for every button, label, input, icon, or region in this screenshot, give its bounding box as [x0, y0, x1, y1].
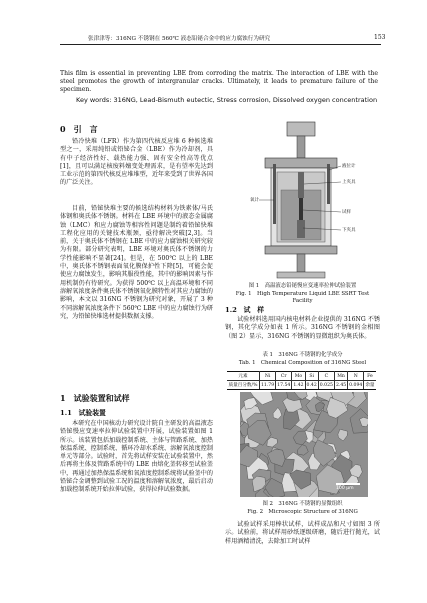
- table-header-cell: N: [348, 372, 364, 381]
- figure-1-caption-en: Fig. 1 High Temperature Liquid LBE SSRT Test Facility: [235, 291, 370, 304]
- table-header-cell: 元素: [227, 372, 260, 381]
- label-oxygen-meter: 氧计: [250, 198, 259, 203]
- figure-2-caption-en: Fig. 2 Microscopic Structure of 316NG: [247, 509, 358, 515]
- table-cell: 17.54: [277, 382, 291, 388]
- table-header-cell: Mo: [292, 372, 305, 381]
- section-1-2-continued-text: 试验试样采用棒状试样，试样成品和尺寸如图 3 所示。试验前，将试样用砂纸逐级研磨，随后进行抛光，试样用酒精清洗，去除加工时试样: [225, 521, 380, 545]
- chemical-composition-table: [227, 371, 376, 390]
- table-header-cell: Mn: [334, 372, 347, 381]
- table-row: [227, 381, 376, 390]
- table-header-cell: Ni: [260, 372, 276, 381]
- table-1-caption-en: Tab. 1 Chemical Composition of 316NG Steel: [238, 360, 367, 366]
- table-header-cell: C: [318, 372, 334, 381]
- micrograph-grains: [240, 392, 368, 497]
- table-cell: 2.45: [335, 382, 347, 388]
- intro-paragraph-2: 目前，铅铋快堆主要的候选结构材料为铁素体/马氏体钢和奥氏体不锈钢。材料在 LBE 环境中的液态金属腐蚀（LMC）和应力腐蚀等相容性问题是制约着铅铋快堆工程化应用的关键技术瓶颈，亟待解决突破[2,3]。当前，关于奥氏体不锈钢在 LBE 中的应力腐蚀相关研究较为有限。部分研究表明，LBE 环境对奥氏体不锈钢的力学性能影响不显著[24]。但是，在 500℃ 以上的 LBE 中，奥氏体不锈钢表面氧化膜保护性下降[5]，可能会促使应力腐蚀发生，影响其服役性能，其中的影响因素与作用机制仍有待研究。为获得 500℃ 以上高温环境和不同溶解氧浓度条件奥氏体不锈钢氧化膜特性对其应力腐蚀的影响，本文以 316NG 不锈钢为研究对象，开展了 3 种不同溶解氧浓度条件下 560℃ LBE 中的应力腐蚀行为研究，为铅铋快堆选材提供数据支撑。: [60, 205, 214, 320]
- table-header-row: [227, 372, 376, 381]
- table-cell: 11.79: [261, 382, 275, 388]
- running-title: 张津津等：316NG 不锈钢在 560℃ 液态铅铋合金中的应力腐蚀行为研究: [88, 36, 271, 42]
- table-header-cell: Si: [305, 372, 318, 381]
- figure-2-caption-cn: 图 2 316NG 不锈钢的显微组织: [262, 501, 343, 507]
- table-cell: 1.42: [293, 382, 304, 388]
- page-number: 153: [374, 34, 386, 41]
- label-level-gauge: 液位计: [342, 164, 356, 169]
- keywords-line: [76, 96, 376, 104]
- section-1-heading: 1 试验装置和试样: [60, 393, 130, 403]
- table-cell: 0.025: [319, 382, 333, 388]
- table-header-cell: Cr: [276, 372, 292, 381]
- table-1-caption-cn: 表 1 316NG 不锈钢的化学成分: [262, 352, 343, 358]
- scale-bar: [336, 483, 360, 485]
- table-cell: 0.094: [349, 382, 363, 388]
- label-upper-clamp: 上夹具: [342, 180, 356, 185]
- keywords-label: Key words:: [76, 96, 112, 104]
- abstract-tail: This film is essential in preventing LBE from corroding the matrix. The interaction of LBE with the steel promotes the growth of intergranular cracks. Ultimately, it leads to premature failure of the specimen.: [60, 70, 378, 94]
- label-lower-clamp: 下夹具: [342, 228, 356, 233]
- figure-2-micrograph: [240, 392, 368, 497]
- table-cell: 余量: [364, 381, 376, 390]
- table-header-cell: Fe: [364, 372, 376, 381]
- table-row-label: 质量百分数/%: [227, 381, 260, 390]
- header-rule: [60, 44, 381, 45]
- section-1-2-heading: 1.2 试 样: [225, 306, 265, 314]
- keywords-text: 316NG, Lead-Bismuth eutectic, Stress corrosion, Dissolved oxygen concentration: [113, 96, 378, 104]
- section-1-2-text: 试验材料选用国内核电材料企业提供的 316NG 不锈钢，其化学成分如表 1 所示。316NG 不锈钢的金相图（图 2）显示，316NG 不锈钢的显微组织为奥氏体。: [225, 316, 380, 340]
- section-0-heading: 0 引 言: [60, 124, 98, 134]
- figure-1-caption-cn: 图 1 高温液态铅铋慢应变速率拉伸试验装置: [248, 283, 357, 289]
- label-specimen: 试样: [342, 210, 351, 215]
- intro-paragraph-1: 铅冷快堆（LFR）作为第四代核反应堆 6 种候选堆型之一，采用纯铅或铅铋合金（LBE）作为冷却剂，具有中子经济性好、载热能力强、固有安全性高等优点[1]，且可以满足核废料嬗变处理需求，是有望率先达到工业示范的第四代核反应堆堆型，近年来受到了世界各国的广泛关注。: [60, 138, 213, 187]
- section-1-1-heading: 1.1 试验装置: [60, 409, 106, 417]
- table-cell: 0.42: [306, 382, 317, 388]
- scale-bar-label: 100 μm: [336, 486, 354, 491]
- section-1-1-text: 本研究在中国核动力研究设计院自主研发的高温液态铅铋慢应变速率拉伸试验装置中开展，试验装置如图 1 所示。该装置包括加载控制系统、主体与管路系统、加热保温系统、控制系统、循环冷却水系统、溶解氧浓度控制单元等部分。试验时，首先将试样安装在试验装置中，然后再将主体及管路系统中的 LBE 由熔化釜转移至试验釜中，再通过加热保温系统和氧浓度控制系统将试验釜中的铅铋合金调整到试验工况的温度和溶解氧浓度，最后启动加载控制系统开始拉伸试验，获得拉伸试验数据。: [60, 420, 213, 494]
